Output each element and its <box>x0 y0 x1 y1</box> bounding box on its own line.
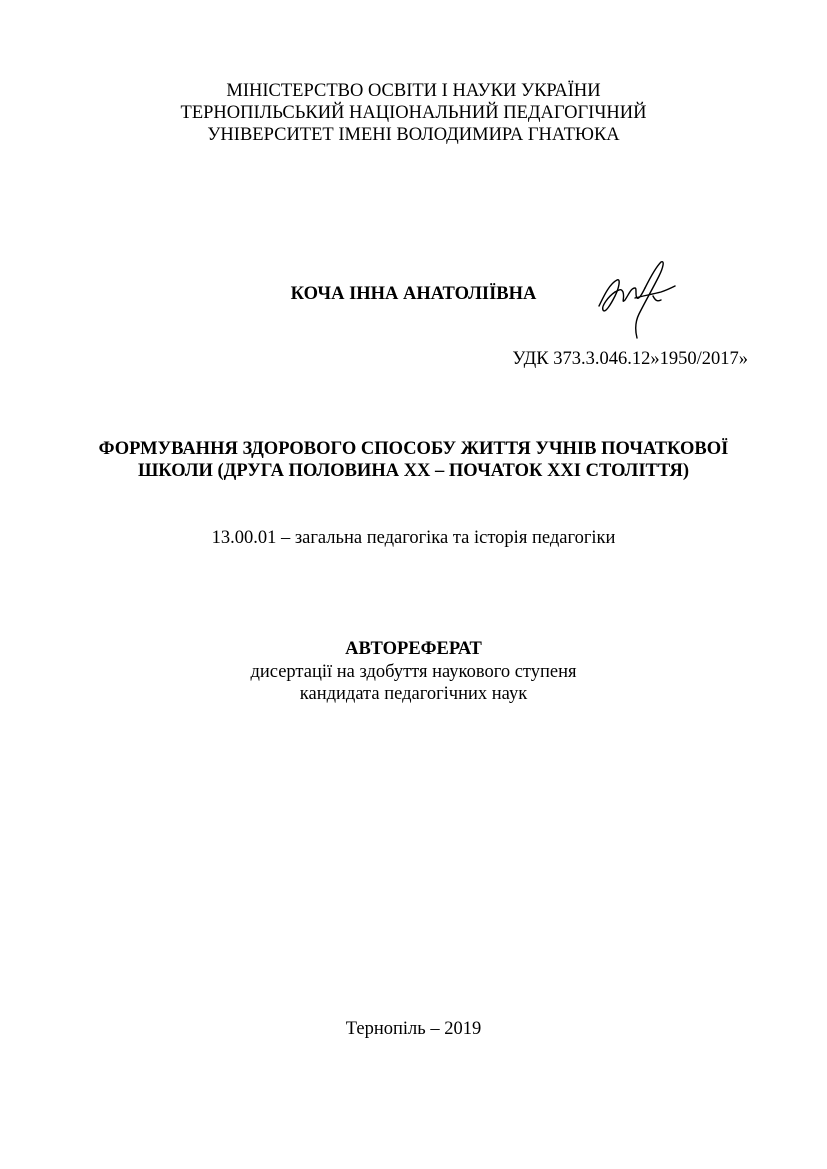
document-description-line-2: кандидата педагогічних наук <box>299 684 528 704</box>
dissertation-title-line-1: ФОРМУВАННЯ ЗДОРОВОГО СПОСОБУ ЖИТТЯ УЧНІВ ПОЧАТКОВОЇ <box>98 439 729 459</box>
document-type: АВТОРЕФЕРАТ <box>345 639 482 659</box>
author-name: КОЧА ІННА АНАТОЛІЇВНА <box>290 284 537 304</box>
udk-code: УДК 373.3.046.12»1950/2017» <box>512 349 748 369</box>
dissertation-title-line-2: ШКОЛИ (ДРУГА ПОЛОВИНА ХХ – ПОЧАТОК ХХІ СТОЛІТТЯ) <box>137 461 690 481</box>
document-description-line-1: дисертації на здобуття наукового ступеня <box>250 662 577 682</box>
university-name-line-1: ТЕРНОПІЛЬСЬКИЙ НАЦІОНАЛЬНИЙ ПЕДАГОГІЧНИЙ <box>180 103 647 123</box>
city-and-year: Тернопіль – 2019 <box>345 1019 482 1039</box>
specialty-code: 13.00.01 – загальна педагогіка та історія педагогіки <box>211 528 616 548</box>
university-name-line-2: УНІВЕРСИТЕТ ІМЕНІ ВОЛОДИМИРА ГНАТЮКА <box>207 125 620 145</box>
ministry-name: МІНІСТЕРСТВО ОСВІТИ І НАУКИ УКРАЇНИ <box>226 81 601 101</box>
signature-image <box>595 258 680 340</box>
